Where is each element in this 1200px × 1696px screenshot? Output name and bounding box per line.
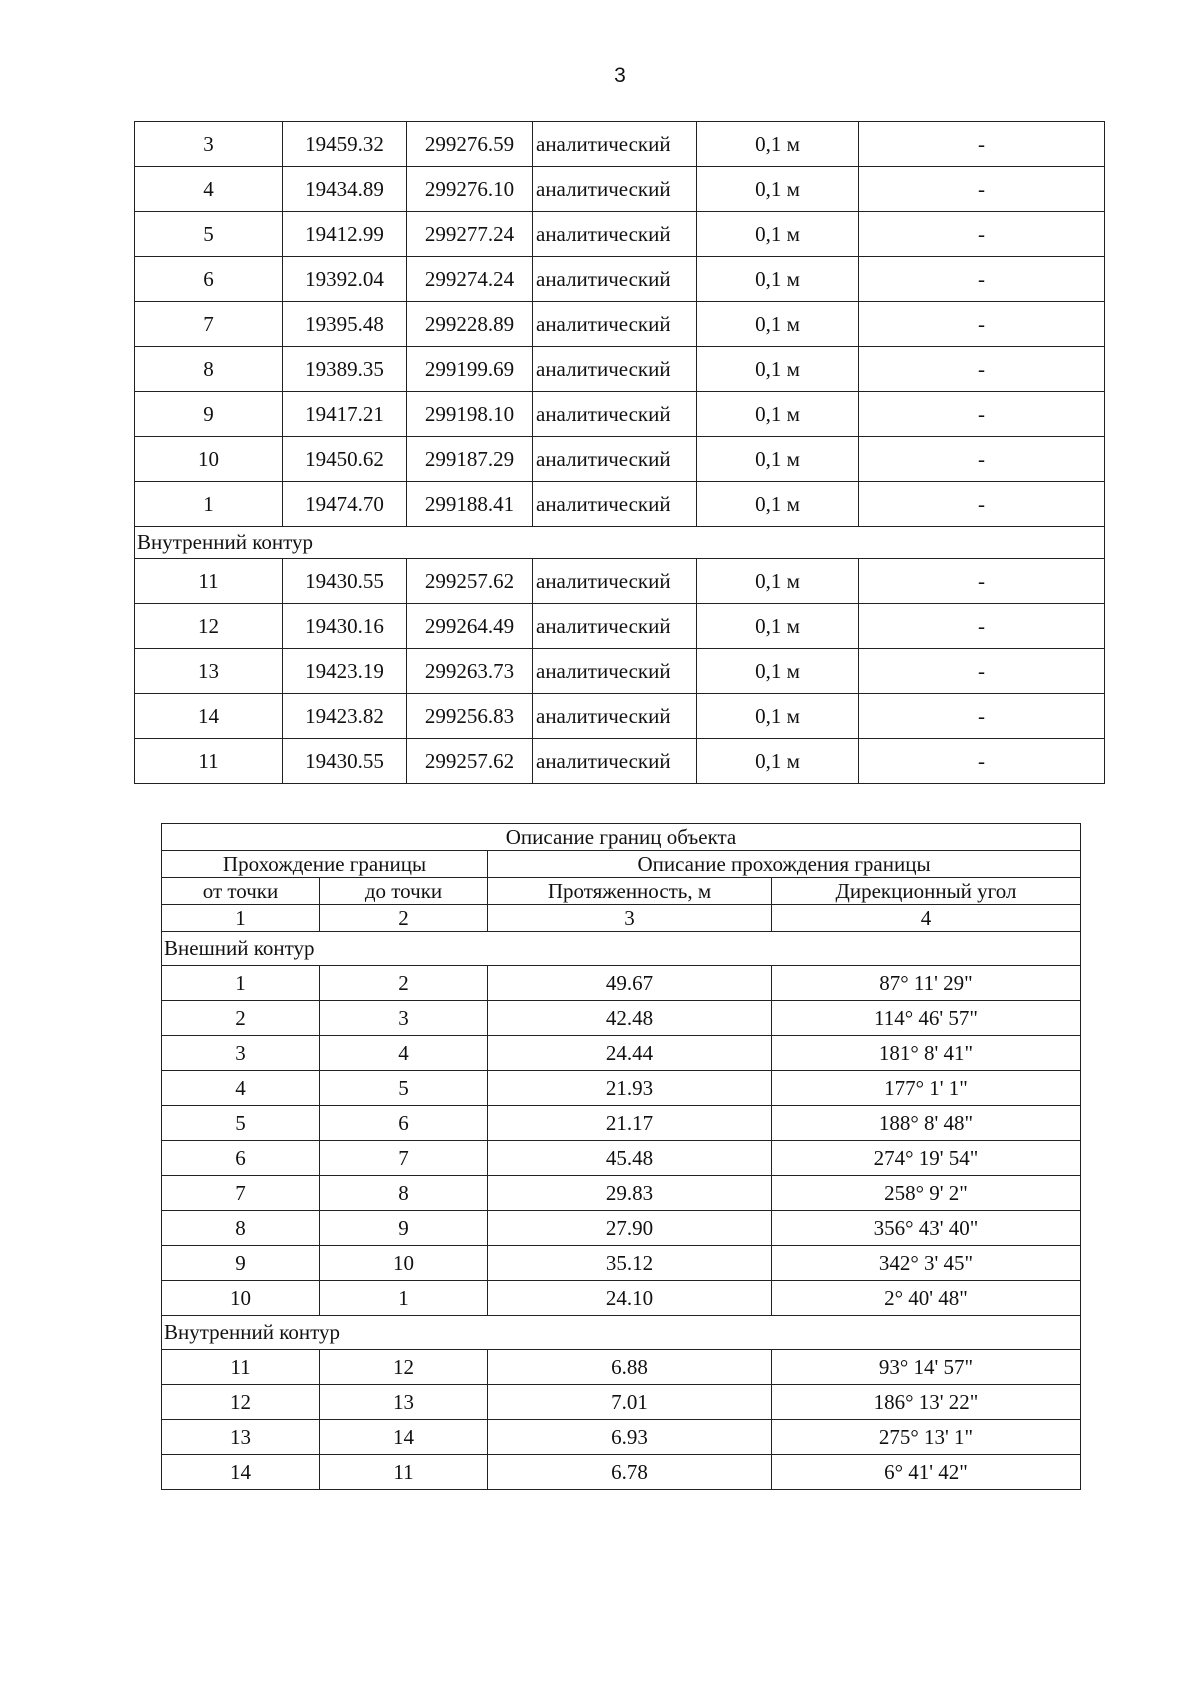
note-cell: -	[859, 739, 1105, 784]
table-row	[162, 1420, 1081, 1455]
table-row	[162, 1106, 1081, 1141]
from-point-cell: 3	[162, 1036, 320, 1071]
note-cell: -	[859, 694, 1105, 739]
note-cell: -	[859, 649, 1105, 694]
point-number-cell: 4	[135, 167, 283, 212]
table-row	[162, 1211, 1081, 1246]
page-number: 3	[614, 64, 626, 87]
length-cell: 35.12	[488, 1246, 772, 1281]
y-coordinate-cell: 299228.89	[407, 302, 533, 347]
point-number-cell: 10	[135, 437, 283, 482]
angle-cell: 181° 8' 41"	[772, 1036, 1081, 1071]
point-number-cell: 1	[135, 482, 283, 527]
point-number-cell: 5	[135, 212, 283, 257]
y-coordinate-cell: 299274.24	[407, 257, 533, 302]
method-cell: аналитический	[533, 212, 697, 257]
column-number: 3	[488, 905, 772, 932]
to-point-cell: 14	[320, 1420, 488, 1455]
note-cell: -	[859, 437, 1105, 482]
x-coordinate-cell: 19392.04	[283, 257, 407, 302]
method-cell: аналитический	[533, 257, 697, 302]
accuracy-cell: 0,1 м	[697, 302, 859, 347]
note-cell: -	[859, 392, 1105, 437]
point-number-cell: 12	[135, 604, 283, 649]
table-row	[135, 739, 1105, 784]
accuracy-cell: 0,1 м	[697, 649, 859, 694]
accuracy-cell: 0,1 м	[697, 437, 859, 482]
point-number-cell: 3	[135, 122, 283, 167]
to-point-cell: 1	[320, 1281, 488, 1316]
accuracy-cell: 0,1 м	[697, 694, 859, 739]
note-cell: -	[859, 302, 1105, 347]
method-cell: аналитический	[533, 604, 697, 649]
table-row	[135, 257, 1105, 302]
table-row	[135, 212, 1105, 257]
column-header-to: до точки	[320, 878, 488, 905]
length-cell: 24.10	[488, 1281, 772, 1316]
length-cell: 6.93	[488, 1420, 772, 1455]
table-row	[162, 1141, 1081, 1176]
from-point-cell: 11	[162, 1350, 320, 1385]
table-row	[135, 122, 1105, 167]
table-row	[135, 167, 1105, 212]
section-label-outer: Внешний контур	[162, 932, 1081, 966]
table-row	[162, 1455, 1081, 1490]
to-point-cell: 2	[320, 966, 488, 1001]
length-cell: 29.83	[488, 1176, 772, 1211]
angle-cell: 87° 11' 29"	[772, 966, 1081, 1001]
table-title: Описание границ объекта	[162, 824, 1081, 851]
to-point-cell: 4	[320, 1036, 488, 1071]
table-row	[162, 1246, 1081, 1281]
method-cell: аналитический	[533, 559, 697, 604]
coordinates-table	[134, 121, 1105, 784]
description-header: Описание прохождения границы	[488, 851, 1081, 878]
x-coordinate-cell: 19395.48	[283, 302, 407, 347]
to-point-cell: 5	[320, 1071, 488, 1106]
x-coordinate-cell: 19389.35	[283, 347, 407, 392]
from-point-cell: 8	[162, 1211, 320, 1246]
table-row	[162, 1001, 1081, 1036]
to-point-cell: 10	[320, 1246, 488, 1281]
boundary-description-table	[161, 823, 1081, 1490]
table-row	[135, 302, 1105, 347]
y-coordinate-cell: 299276.10	[407, 167, 533, 212]
y-coordinate-cell: 299257.62	[407, 559, 533, 604]
y-coordinate-cell: 299276.59	[407, 122, 533, 167]
accuracy-cell: 0,1 м	[697, 212, 859, 257]
table-row	[135, 604, 1105, 649]
from-point-cell: 10	[162, 1281, 320, 1316]
from-point-cell: 1	[162, 966, 320, 1001]
angle-cell: 186° 13' 22"	[772, 1385, 1081, 1420]
length-cell: 6.78	[488, 1455, 772, 1490]
angle-cell: 342° 3' 45"	[772, 1246, 1081, 1281]
length-cell: 27.90	[488, 1211, 772, 1246]
y-coordinate-cell: 299277.24	[407, 212, 533, 257]
from-point-cell: 4	[162, 1071, 320, 1106]
section-row	[135, 527, 1105, 559]
angle-cell: 274° 19' 54"	[772, 1141, 1081, 1176]
point-number-cell: 11	[135, 559, 283, 604]
method-cell: аналитический	[533, 694, 697, 739]
x-coordinate-cell: 19430.55	[283, 739, 407, 784]
column-number: 4	[772, 905, 1081, 932]
accuracy-cell: 0,1 м	[697, 347, 859, 392]
point-number-cell: 7	[135, 302, 283, 347]
column-header-from: от точки	[162, 878, 320, 905]
column-header-angle: Дирекционный угол	[772, 878, 1081, 905]
table-row	[135, 437, 1105, 482]
length-cell: 24.44	[488, 1036, 772, 1071]
x-coordinate-cell: 19430.16	[283, 604, 407, 649]
to-point-cell: 13	[320, 1385, 488, 1420]
accuracy-cell: 0,1 м	[697, 559, 859, 604]
accuracy-cell: 0,1 м	[697, 392, 859, 437]
to-point-cell: 6	[320, 1106, 488, 1141]
table-row	[135, 694, 1105, 739]
point-number-cell: 13	[135, 649, 283, 694]
point-number-cell: 6	[135, 257, 283, 302]
y-coordinate-cell: 299187.29	[407, 437, 533, 482]
method-cell: аналитический	[533, 302, 697, 347]
point-number-cell: 14	[135, 694, 283, 739]
length-cell: 7.01	[488, 1385, 772, 1420]
length-cell: 42.48	[488, 1001, 772, 1036]
angle-cell: 275° 13' 1"	[772, 1420, 1081, 1455]
note-cell: -	[859, 604, 1105, 649]
length-cell: 21.17	[488, 1106, 772, 1141]
y-coordinate-cell: 299263.73	[407, 649, 533, 694]
x-coordinate-cell: 19423.19	[283, 649, 407, 694]
accuracy-cell: 0,1 м	[697, 482, 859, 527]
table-row	[162, 1071, 1081, 1106]
note-cell: -	[859, 559, 1105, 604]
angle-cell: 2° 40' 48"	[772, 1281, 1081, 1316]
section-label-inner: Внутренний контур	[135, 527, 1105, 559]
angle-cell: 114° 46' 57"	[772, 1001, 1081, 1036]
note-cell: -	[859, 482, 1105, 527]
x-coordinate-cell: 19412.99	[283, 212, 407, 257]
x-coordinate-cell: 19430.55	[283, 559, 407, 604]
method-cell: аналитический	[533, 347, 697, 392]
table-row	[135, 649, 1105, 694]
y-coordinate-cell: 299257.62	[407, 739, 533, 784]
section-label-inner: Внутренний контур	[162, 1316, 1081, 1350]
angle-cell: 93° 14' 57"	[772, 1350, 1081, 1385]
from-point-cell: 5	[162, 1106, 320, 1141]
angle-cell: 177° 1' 1"	[772, 1071, 1081, 1106]
from-point-cell: 12	[162, 1385, 320, 1420]
to-point-cell: 11	[320, 1455, 488, 1490]
method-cell: аналитический	[533, 482, 697, 527]
x-coordinate-cell: 19450.62	[283, 437, 407, 482]
accuracy-cell: 0,1 м	[697, 167, 859, 212]
table-row	[162, 966, 1081, 1001]
point-number-cell: 9	[135, 392, 283, 437]
column-number: 1	[162, 905, 320, 932]
to-point-cell: 8	[320, 1176, 488, 1211]
from-point-cell: 7	[162, 1176, 320, 1211]
table-row	[135, 392, 1105, 437]
note-cell: -	[859, 347, 1105, 392]
method-cell: аналитический	[533, 649, 697, 694]
y-coordinate-cell: 299198.10	[407, 392, 533, 437]
to-point-cell: 7	[320, 1141, 488, 1176]
from-point-cell: 6	[162, 1141, 320, 1176]
to-point-cell: 9	[320, 1211, 488, 1246]
note-cell: -	[859, 257, 1105, 302]
table-row	[162, 1350, 1081, 1385]
from-point-cell: 9	[162, 1246, 320, 1281]
from-point-cell: 13	[162, 1420, 320, 1455]
to-point-cell: 3	[320, 1001, 488, 1036]
y-coordinate-cell: 299264.49	[407, 604, 533, 649]
point-number-cell: 11	[135, 739, 283, 784]
note-cell: -	[859, 122, 1105, 167]
angle-cell: 6° 41' 42"	[772, 1455, 1081, 1490]
note-cell: -	[859, 212, 1105, 257]
y-coordinate-cell: 299256.83	[407, 694, 533, 739]
length-cell: 45.48	[488, 1141, 772, 1176]
method-cell: аналитический	[533, 167, 697, 212]
x-coordinate-cell: 19434.89	[283, 167, 407, 212]
method-cell: аналитический	[533, 122, 697, 167]
table-row	[162, 1176, 1081, 1211]
from-point-cell: 14	[162, 1455, 320, 1490]
method-cell: аналитический	[533, 739, 697, 784]
column-header-length: Протяженность, м	[488, 878, 772, 905]
note-cell: -	[859, 167, 1105, 212]
method-cell: аналитический	[533, 392, 697, 437]
table-row	[135, 482, 1105, 527]
to-point-cell: 12	[320, 1350, 488, 1385]
angle-cell: 258° 9' 2"	[772, 1176, 1081, 1211]
accuracy-cell: 0,1 м	[697, 604, 859, 649]
y-coordinate-cell: 299188.41	[407, 482, 533, 527]
accuracy-cell: 0,1 м	[697, 739, 859, 784]
method-cell: аналитический	[533, 437, 697, 482]
point-number-cell: 8	[135, 347, 283, 392]
angle-cell: 188° 8' 48"	[772, 1106, 1081, 1141]
x-coordinate-cell: 19459.32	[283, 122, 407, 167]
length-cell: 6.88	[488, 1350, 772, 1385]
table-row	[135, 347, 1105, 392]
table-row	[162, 1036, 1081, 1071]
length-cell: 21.93	[488, 1071, 772, 1106]
passage-header: Прохождение границы	[162, 851, 488, 878]
table-row	[135, 559, 1105, 604]
accuracy-cell: 0,1 м	[697, 122, 859, 167]
table-row	[162, 1385, 1081, 1420]
from-point-cell: 2	[162, 1001, 320, 1036]
x-coordinate-cell: 19423.82	[283, 694, 407, 739]
y-coordinate-cell: 299199.69	[407, 347, 533, 392]
table-row	[162, 1281, 1081, 1316]
x-coordinate-cell: 19474.70	[283, 482, 407, 527]
x-coordinate-cell: 19417.21	[283, 392, 407, 437]
length-cell: 49.67	[488, 966, 772, 1001]
angle-cell: 356° 43' 40"	[772, 1211, 1081, 1246]
accuracy-cell: 0,1 м	[697, 257, 859, 302]
column-number: 2	[320, 905, 488, 932]
